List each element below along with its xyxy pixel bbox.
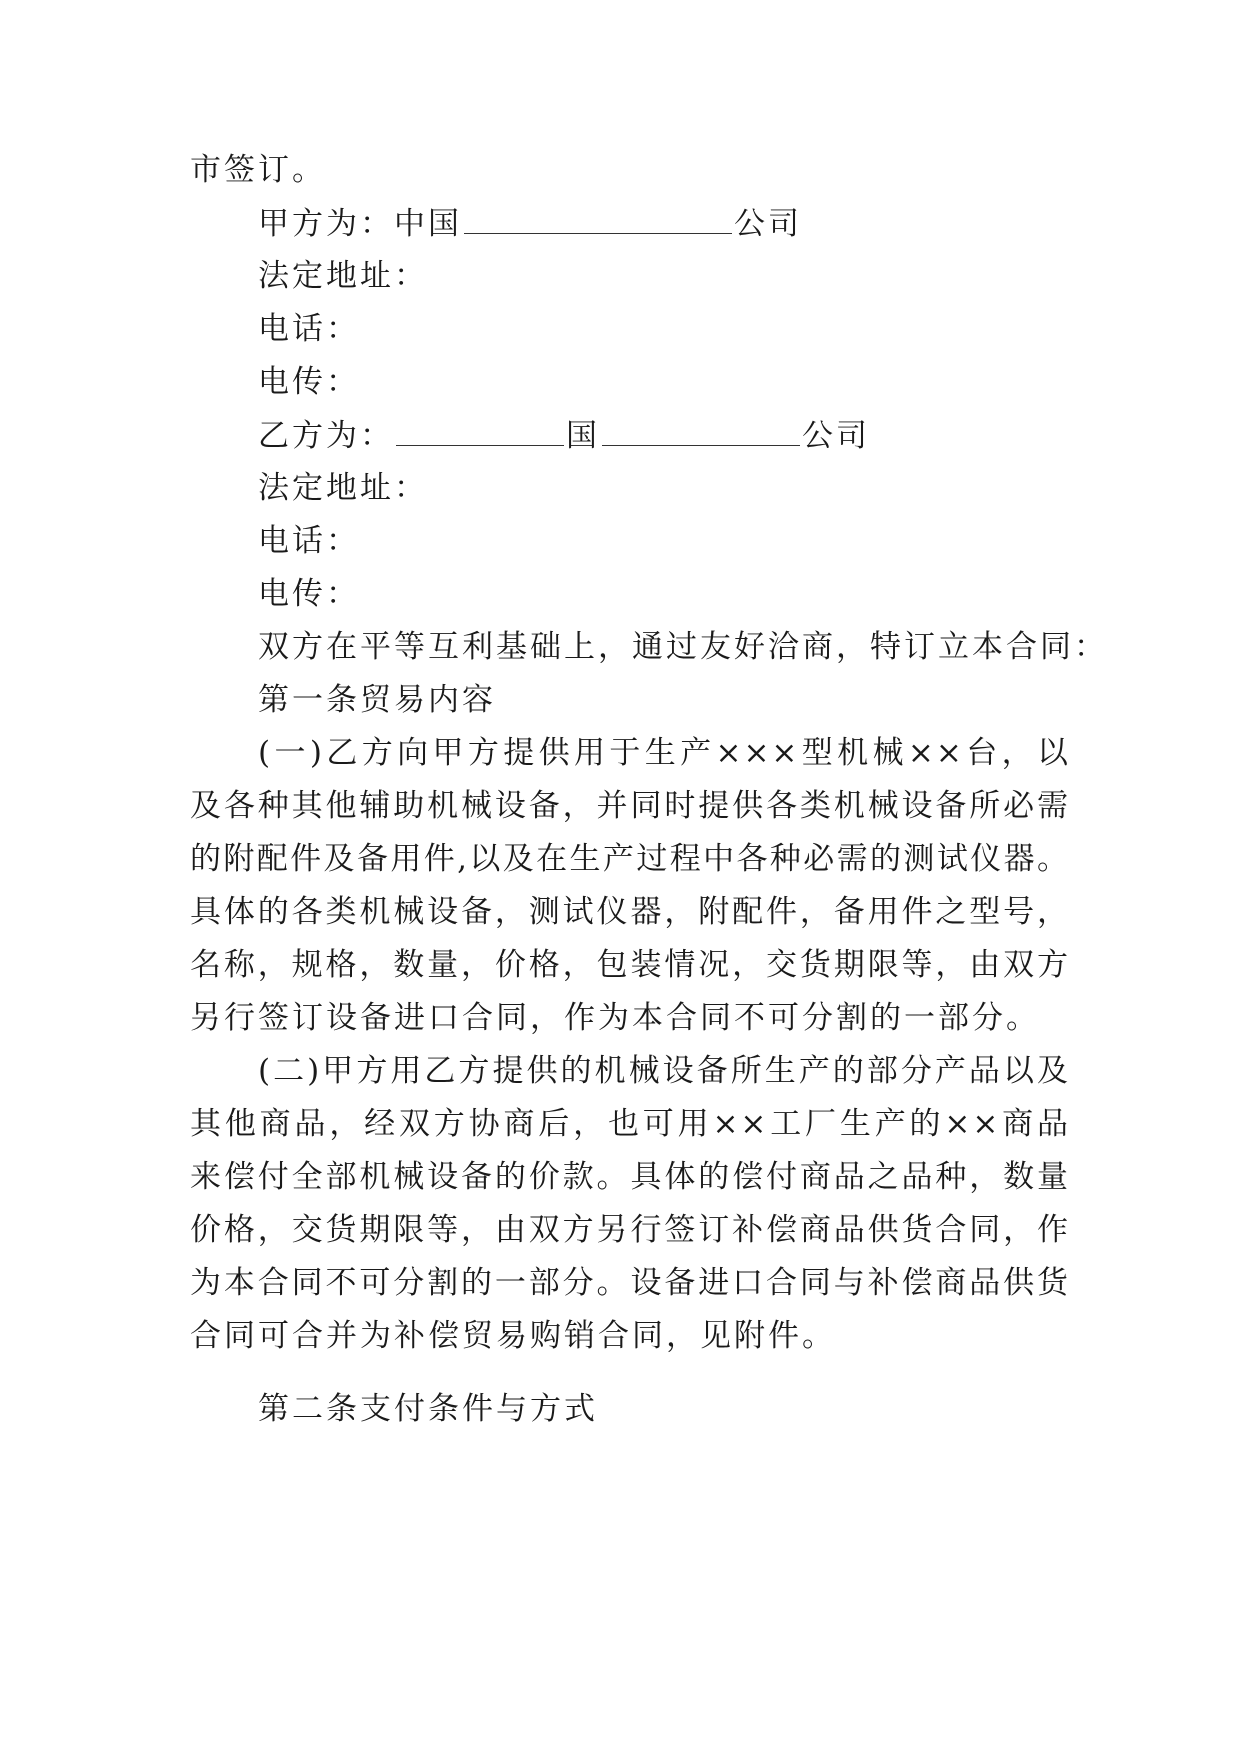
text-line <box>258 627 1138 667</box>
text-segment: 公司 <box>734 206 802 242</box>
text-segment: 第一条贸易内容 <box>258 682 496 718</box>
text-line <box>258 574 1138 614</box>
text-line: 名称，规格，数量，价格，包装情况，交货期限等，由双方 <box>190 947 1070 983</box>
text-segment: 第二条支付条件与方式 <box>258 1391 598 1427</box>
text-line: 为本合同不可分割的一部分。设备进口合同与补偿商品供货 <box>190 1265 1070 1301</box>
text-line: 价格，交货期限等，由双方另行签订补偿商品供货合同，作 <box>190 1212 1070 1248</box>
text-segment: 电话： <box>258 311 360 347</box>
text-segment: 电传： <box>258 364 360 400</box>
section-heading <box>258 680 1138 720</box>
text-line: (二)甲方用乙方提供的机械设备所生产的部分产品以及 <box>258 1053 1070 1089</box>
party-b-line <box>258 415 1138 456</box>
text-line: 具体的各类机械设备，测试仪器，附配件，备用件之型号， <box>190 894 1070 930</box>
party-b-label: 乙方为： <box>258 418 394 454</box>
text-line: 及各种其他辅助机械设备，并同时提供各类机械设备所必需 <box>190 788 1070 824</box>
text-line <box>190 150 1070 190</box>
text-line: 其他商品，经双方协商后，也可用××工厂生产的××商品 <box>190 1106 1070 1142</box>
text-line <box>258 256 1138 296</box>
party-a-line <box>258 203 1138 244</box>
text-line <box>258 309 1138 349</box>
text-segment: 国 <box>566 418 600 454</box>
text-segment: 法定地址： <box>258 258 428 294</box>
text-segment: 公司 <box>802 418 870 454</box>
text-segment: 电传： <box>258 576 360 612</box>
text-line: (一)乙方向甲方提供用于生产×××型机械××台，以 <box>258 735 1070 771</box>
text-line <box>258 468 1138 508</box>
fill-in-blank <box>464 203 732 234</box>
text-line: 来偿付全部机械设备的价款。具体的偿付商品之品种，数量 <box>190 1159 1070 1195</box>
text-segment: 双方在平等互利基础上，通过友好洽商，特订立本合同： <box>258 629 1108 665</box>
text-line: 的附配件及备用件,以及在生产过程中各种必需的测试仪器。 <box>190 841 1070 877</box>
text-line: 另行签订设备进口合同，作为本合同不可分割的一部分。 <box>190 1000 1040 1036</box>
text-segment: 电话： <box>258 523 360 559</box>
text-line <box>258 521 1138 561</box>
fill-in-blank <box>396 415 564 446</box>
party-a-label: 甲方为：中国 <box>258 206 462 242</box>
text-line <box>258 362 1138 402</box>
section-heading <box>258 1389 1138 1429</box>
text-segment: 市签订。 <box>190 152 326 188</box>
fill-in-blank <box>602 415 800 446</box>
text-segment: 法定地址： <box>258 470 428 506</box>
text-line: 合同可合并为补偿贸易购销合同，见附件。 <box>190 1318 836 1354</box>
